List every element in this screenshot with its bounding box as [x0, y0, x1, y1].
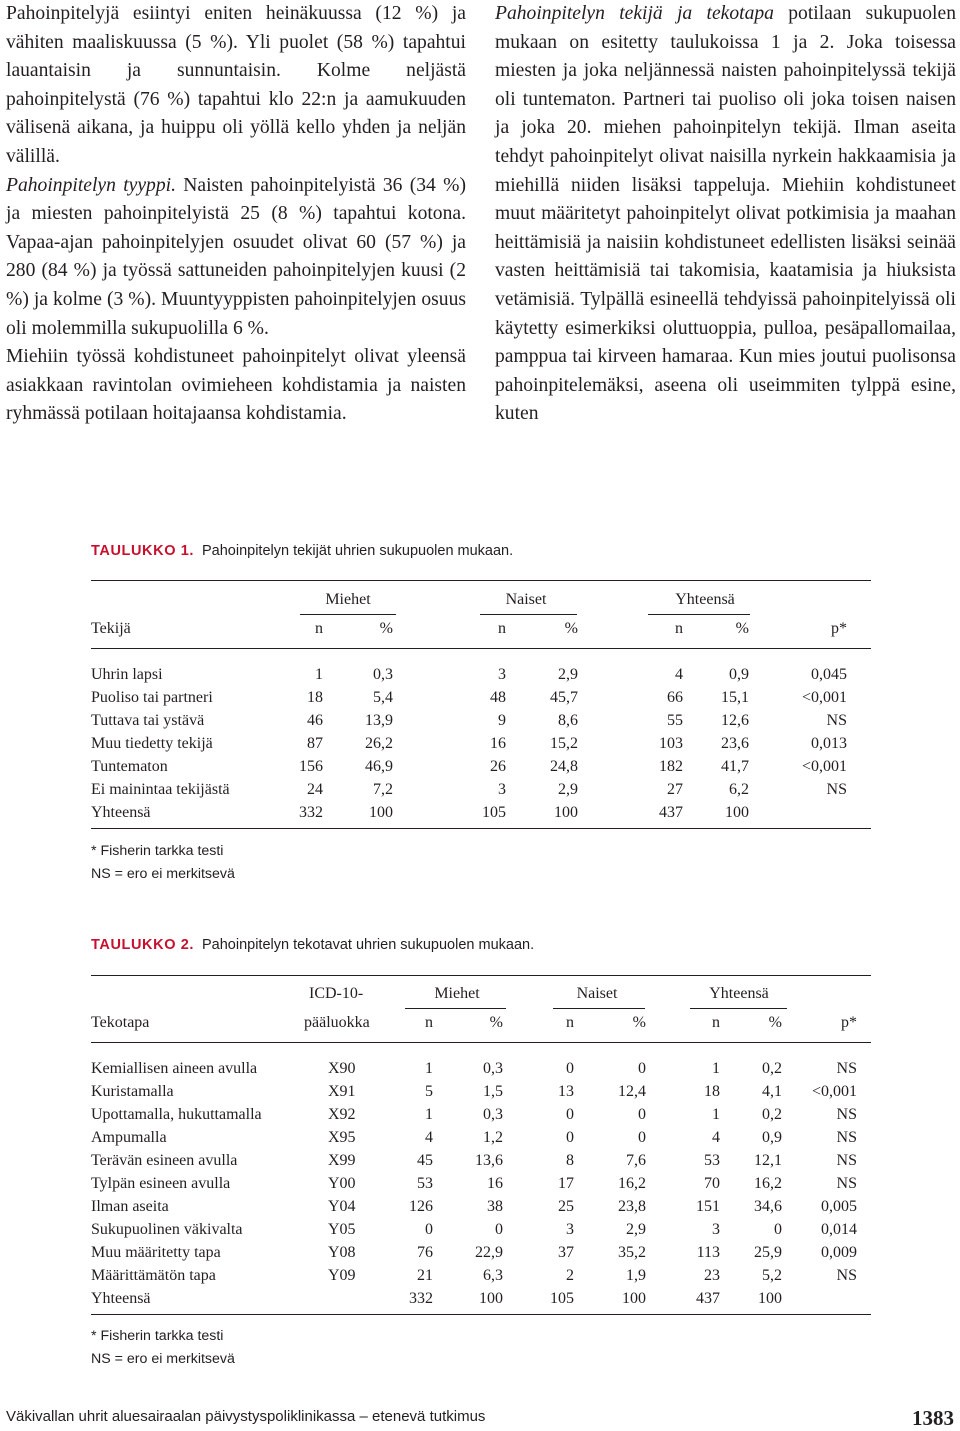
table2-row1-c5: 12,4 — [618, 1083, 646, 1100]
table1-footnotes — [91, 840, 235, 886]
table1-header-c7: p* — [831, 620, 847, 637]
table2-row4-c1: X99 — [328, 1152, 356, 1169]
table1-caption — [91, 543, 513, 559]
group-header-miehet: Miehet — [434, 985, 480, 1002]
table2-row6-c3: 38 — [487, 1198, 503, 1215]
table1-header-rule — [91, 648, 871, 649]
table2-row2-c2: 1 — [425, 1106, 433, 1123]
table1-header-c4: % — [564, 620, 578, 637]
table1-row5-c6: 6,2 — [729, 781, 749, 798]
table2-row8-c2: 76 — [417, 1244, 433, 1261]
table2-header-c6: n — [712, 1014, 720, 1031]
table2-icd-header: ICD-10- — [309, 985, 364, 1002]
table1-row1-c0: Puoliso tai partneri — [91, 689, 213, 706]
table2-row4-c7: 12,1 — [754, 1152, 782, 1169]
table1-row1-c4: 45,7 — [550, 689, 578, 706]
table1-row5-c1: 24 — [307, 781, 323, 798]
group-underline-naiset — [553, 1008, 645, 1009]
table1-row3-c7: 0,013 — [811, 735, 847, 752]
table2-row8-c3: 22,9 — [475, 1244, 503, 1261]
table2-row3-c6: 4 — [712, 1129, 720, 1146]
table2-row10-c3: 100 — [479, 1290, 503, 1307]
table2-row1-c1: X91 — [328, 1083, 356, 1100]
table2-bottom-rule — [91, 1314, 871, 1315]
table2-row3-c4: 0 — [566, 1129, 574, 1146]
table2-row1-c4: 13 — [558, 1083, 574, 1100]
table2-row1-c6: 18 — [704, 1083, 720, 1100]
table2-row8-c7: 25,9 — [754, 1244, 782, 1261]
table2-row7-c8: 0,014 — [821, 1221, 857, 1238]
table1-row4-c0: Tuntematon — [91, 758, 168, 775]
table1-row3-c2: 26,2 — [365, 735, 393, 752]
table2-row0-c0: Kemiallisen aineen avulla — [91, 1060, 258, 1077]
table2-row5-c4: 17 — [558, 1175, 574, 1192]
table2-row2-c6: 1 — [712, 1106, 720, 1123]
table1-label: TAULUKKO 1. — [91, 543, 194, 559]
table1-row5-c7: NS — [826, 781, 847, 798]
table2-row4-c3: 13,6 — [475, 1152, 503, 1169]
table2-top-rule — [91, 975, 871, 976]
table1-row2-c3: 9 — [498, 712, 506, 729]
paragraph: Miehiin työssä kohdistuneet pahoinpitelyt olivat yleensä asiakkaan ravintolan ovimieheen kohdistamia ja naisten ryhmässä potilaan hoitajaansa kohdistamia. — [6, 346, 466, 425]
table2-row5-c1: Y00 — [328, 1175, 356, 1192]
group-header-naiset: Naiset — [576, 985, 618, 1002]
table2-row0-c1: X90 — [328, 1060, 356, 1077]
table2-header-rule — [91, 1042, 871, 1043]
table2-row9-c7: 5,2 — [762, 1267, 782, 1284]
table2-header-c1: pääluokka — [304, 1014, 370, 1031]
table2-row0-c8: NS — [836, 1060, 857, 1077]
table2-header-c4: n — [566, 1014, 574, 1031]
table2-row2-c3: 0,3 — [483, 1106, 503, 1123]
table2-row9-c8: NS — [836, 1267, 857, 1284]
table1-row1-c6: 15,1 — [721, 689, 749, 706]
table2-row6-c0: Ilman aseita — [91, 1198, 169, 1215]
table2-row8-c1: Y08 — [328, 1244, 356, 1261]
table2-row2-c7: 0,2 — [762, 1106, 782, 1123]
table1-row3-c5: 103 — [659, 735, 683, 752]
table2-row7-c4: 3 — [566, 1221, 574, 1238]
table2-row1-c0: Kuristamalla — [91, 1083, 174, 1100]
table1-header-c2: % — [379, 620, 393, 637]
paragraph-text: potilaan sukupuolen mukaan on esitetty taulukoissa 1 ja 2. Joka toisessa miesten ja joka neljännessä naisten pahoinpitelyssä tekijä oli tuntematon. Partneri tai puoliso oli joka toisen naisen ja joka 20. miehen pahoinpitelyn tekijä. Ilman aseita tehdyt pahoinpitelyt olivat naisilla nyrkein hakkaamisia ja miehillä niiden lisäksi tappeluja. Miehiin kohdistuneet muut määritetyt pahoinpitelyt olivat potkimisia ja maahan heittämisiä ja naisiin kohdistuneet edellisten lisäksi seinää vasten heittämisiä tai takomisia, kaatamisia ja hiuksista vetämisiä. Tylpällä esineellä tehdyissä pahoinpitelyissä oli käytetty esimerkiksi oluttuoppia, pulloa, pesäpallomailaa, pamppua tai kirveen hamaraa. Kun mies joutui puolisonsa pahoinpitelemäksi, aseena oli useimmiten tylppä esine, kuten — [495, 3, 956, 425]
table2-row1-c2: 5 — [425, 1083, 433, 1100]
table1-row1-c2: 5,4 — [373, 689, 393, 706]
table2-row6-c6: 151 — [696, 1198, 720, 1215]
table2-row9-c0: Määrittämätön tapa — [91, 1267, 216, 1284]
table2-row5-c2: 53 — [417, 1175, 433, 1192]
section-heading: Pahoinpitelyn tekijä ja tekotapa — [495, 3, 774, 24]
table2-row9-c2: 21 — [417, 1267, 433, 1284]
body-column-right — [495, 0, 956, 429]
table2-row8-c6: 113 — [696, 1244, 720, 1261]
body-column-left — [6, 0, 466, 429]
table2-row7-c3: 0 — [495, 1221, 503, 1238]
table1-row4-c7: <0,001 — [801, 758, 847, 775]
footnote: * Fisherin tarkka testi — [91, 1328, 224, 1344]
table2-row7-c7: 0 — [774, 1221, 782, 1238]
table2-row6-c1: Y04 — [328, 1198, 356, 1215]
table2-row0-c6: 1 — [712, 1060, 720, 1077]
table2-row3-c0: Ampumalla — [91, 1129, 167, 1146]
table2-row7-c5: 2,9 — [626, 1221, 646, 1238]
table1-top-rule — [91, 580, 871, 581]
table2-row4-c2: 45 — [417, 1152, 433, 1169]
table1-row1-c5: 66 — [667, 689, 683, 706]
table1-row2-c5: 55 — [667, 712, 683, 729]
table2-row3-c5: 0 — [638, 1129, 646, 1146]
table1-row5-c3: 3 — [498, 781, 506, 798]
table1-bottom-rule — [91, 828, 871, 829]
table2-header-c5: % — [632, 1014, 646, 1031]
journal-footer: Väkivallan uhrit aluesairaalan päivystyspoliklinikassa – etenevä tutkimus — [6, 1408, 486, 1425]
table2-row10-c2: 332 — [409, 1290, 433, 1307]
table1-row3-c4: 15,2 — [550, 735, 578, 752]
table2-row9-c4: 2 — [566, 1267, 574, 1284]
table2-row3-c7: 0,9 — [762, 1129, 782, 1146]
table2-row5-c0: Tylpän esineen avulla — [91, 1175, 231, 1192]
group-header-yhteensa: Yhteensä — [709, 985, 769, 1002]
group-underline-miehet — [300, 614, 396, 615]
table2-row2-c1: X92 — [328, 1106, 356, 1123]
table1-row6-c2: 100 — [369, 804, 393, 821]
table2-row5-c8: NS — [836, 1175, 857, 1192]
table1-row0-c4: 2,9 — [558, 666, 578, 683]
table1-header-c3: n — [498, 620, 506, 637]
table1-row6-c0: Yhteensä — [91, 804, 151, 821]
page-number: 1383 — [912, 1406, 954, 1430]
table2-row4-c0: Terävän esineen avulla — [91, 1152, 238, 1169]
table2-row9-c3: 6,3 — [483, 1267, 503, 1284]
table2-row6-c8: 0,005 — [821, 1198, 857, 1215]
table1-row0-c2: 0,3 — [373, 666, 393, 683]
table2-row7-c6: 3 — [712, 1221, 720, 1238]
table2-row10-c5: 100 — [622, 1290, 646, 1307]
table2-header-c8: p* — [841, 1014, 857, 1031]
table1-header-c6: % — [735, 620, 749, 637]
table2-row10-c0: Yhteensä — [91, 1290, 151, 1307]
table1-row2-c0: Tuttava tai ystävä — [91, 712, 205, 729]
table1-row3-c0: Muu tiedetty tekijä — [91, 735, 213, 752]
table2-header-c0: Tekotapa — [91, 1014, 150, 1031]
table2-row2-c8: NS — [836, 1106, 857, 1123]
table1-row1-c7: <0,001 — [801, 689, 847, 706]
table1-row3-c1: 87 — [307, 735, 323, 752]
table1-row6-c1: 332 — [299, 804, 323, 821]
table1-row0-c7: 0,045 — [811, 666, 847, 683]
table1-header-c5: n — [675, 620, 683, 637]
paragraph — [495, 0, 956, 429]
table2-row7-c0: Sukupuolinen väkivalta — [91, 1221, 243, 1238]
table2-row5-c5: 16,2 — [618, 1175, 646, 1192]
table2-row3-c1: X95 — [328, 1129, 356, 1146]
group-header-miehet: Miehet — [325, 591, 371, 608]
table2-row7-c1: Y05 — [328, 1221, 356, 1238]
table2-header-c3: % — [489, 1014, 503, 1031]
table2-row6-c4: 25 — [558, 1198, 574, 1215]
table2-row8-c0: Muu määritetty tapa — [91, 1244, 221, 1261]
table1-row5-c4: 2,9 — [558, 781, 578, 798]
table1-row4-c1: 156 — [299, 758, 323, 775]
table1-header-c0: Tekijä — [91, 620, 131, 637]
table2-caption — [91, 937, 534, 953]
table1-row6-c6: 100 — [725, 804, 749, 821]
table1-row6-c4: 100 — [554, 804, 578, 821]
footnote: NS = ero ei merkitsevä — [91, 1351, 235, 1367]
table1-row6-c3: 105 — [482, 804, 506, 821]
table2-row0-c5: 0 — [638, 1060, 646, 1077]
footnote: NS = ero ei merkitsevä — [91, 866, 235, 882]
table2-row2-c4: 0 — [566, 1106, 574, 1123]
table2-row9-c5: 1,9 — [626, 1267, 646, 1284]
table2-row5-c7: 16,2 — [754, 1175, 782, 1192]
table1-row0-c1: 1 — [315, 666, 323, 683]
table2-row9-c1: Y09 — [328, 1267, 356, 1284]
table1-row4-c4: 24,8 — [550, 758, 578, 775]
table2-row9-c6: 23 — [704, 1267, 720, 1284]
table2-row1-c3: 1,5 — [483, 1083, 503, 1100]
table1-row1-c3: 48 — [490, 689, 506, 706]
table2-footnotes — [91, 1325, 235, 1371]
table2-row2-c0: Upottamalla, hukuttamalla — [91, 1106, 262, 1123]
table1-row2-c2: 13,9 — [365, 712, 393, 729]
paragraph-text: Naisten pahoinpitelyistä 36 (34 %) ja miesten pahoinpitelyistä 25 (8 %) tapahtui kotona. Vapaa-ajan pahoinpitelyjen osuudet olivat 60 (57 %) ja 280 (84 %) ja työssä sattuneiden pahoinpitelyjen kuusi (2 %) ja kolme (3 %). Muuntyyppisten pahoinpitelyjen osuus oli molemmilla sukupuolilla 6 %. — [6, 174, 466, 339]
table1-row6-c5: 437 — [659, 804, 683, 821]
table2-row0-c3: 0,3 — [483, 1060, 503, 1077]
table2-title: Pahoinpitelyn tekotavat uhrien sukupuolen mukaan. — [202, 937, 535, 953]
group-header-yhteensa: Yhteensä — [675, 591, 735, 608]
table2-row4-c6: 53 — [704, 1152, 720, 1169]
table2-row6-c2: 126 — [409, 1198, 433, 1215]
table1-row5-c0: Ei mainintaa tekijästä — [91, 781, 230, 798]
table2-header-c2: n — [425, 1014, 433, 1031]
paragraph: Pahoinpitelyjä esiintyi eniten heinäkuussa (12 %) ja vähiten maaliskuussa (5 %). Yli puolet (58 %) tapahtui lauantaisin ja sunnuntaisin. Kolme neljästä pahoinpitelystä (76 %) tapahtui klo 22:n ja aamukuuden välisenä aikana, ja huippu oli yöllä kello yhden ja neljän välillä. — [6, 3, 466, 167]
table2-row2-c5: 0 — [638, 1106, 646, 1123]
group-underline-naiset — [480, 614, 577, 615]
group-underline-yhteensa — [648, 614, 750, 615]
table2-row0-c7: 0,2 — [762, 1060, 782, 1077]
table2-row5-c6: 70 — [704, 1175, 720, 1192]
group-underline-yhteensa — [690, 1008, 787, 1009]
table2-row1-c8: <0,001 — [811, 1083, 857, 1100]
table2-row10-c4: 105 — [550, 1290, 574, 1307]
table2-label: TAULUKKO 2. — [91, 937, 194, 953]
table1-row2-c6: 12,6 — [721, 712, 749, 729]
table1-row0-c0: Uhrin lapsi — [91, 666, 163, 683]
table1-row3-c6: 23,6 — [721, 735, 749, 752]
footnote: * Fisherin tarkka testi — [91, 843, 224, 859]
table1-row0-c5: 4 — [675, 666, 683, 683]
table2-row5-c3: 16 — [487, 1175, 503, 1192]
table1-title: Pahoinpitelyn tekijät uhrien sukupuolen mukaan. — [202, 543, 514, 559]
table2-row4-c5: 7,6 — [626, 1152, 646, 1169]
table1-row2-c1: 46 — [307, 712, 323, 729]
section-heading: Pahoinpitelyn tyyppi. — [6, 174, 176, 196]
table2-row7-c2: 0 — [425, 1221, 433, 1238]
table1-row2-c7: NS — [826, 712, 847, 729]
table1-row4-c2: 46,9 — [365, 758, 393, 775]
table2-row6-c5: 23,8 — [618, 1198, 646, 1215]
table1-row1-c1: 18 — [307, 689, 323, 706]
table1-row0-c6: 0,9 — [729, 666, 749, 683]
table2-row6-c7: 34,6 — [754, 1198, 782, 1215]
table1-row5-c5: 27 — [667, 781, 683, 798]
table2-row0-c4: 0 — [566, 1060, 574, 1077]
table2-row3-c2: 4 — [425, 1129, 433, 1146]
group-header-naiset: Naiset — [505, 591, 547, 608]
table1-row5-c2: 7,2 — [373, 781, 393, 798]
table2-row10-c7: 100 — [758, 1290, 782, 1307]
table1-row3-c3: 16 — [490, 735, 506, 752]
table2-row8-c5: 35,2 — [618, 1244, 646, 1261]
table1-header-c1: n — [315, 620, 323, 637]
table2-row0-c2: 1 — [425, 1060, 433, 1077]
table1-row2-c4: 8,6 — [558, 712, 578, 729]
table2-row3-c3: 1,2 — [483, 1129, 503, 1146]
table1-row4-c5: 182 — [659, 758, 683, 775]
table2-row3-c8: NS — [836, 1129, 857, 1146]
paragraph — [6, 172, 466, 344]
table2-row4-c8: NS — [836, 1152, 857, 1169]
table1-row4-c6: 41,7 — [721, 758, 749, 775]
table2-row1-c7: 4,1 — [762, 1083, 782, 1100]
table1-row4-c3: 26 — [490, 758, 506, 775]
group-underline-miehet — [405, 1008, 506, 1009]
table2-header-c7: % — [768, 1014, 782, 1031]
table2-row8-c8: 0,009 — [821, 1244, 857, 1261]
table2-row8-c4: 37 — [558, 1244, 574, 1261]
table1-row0-c3: 3 — [498, 666, 506, 683]
table2-row10-c6: 437 — [696, 1290, 720, 1307]
table2-row4-c4: 8 — [566, 1152, 574, 1169]
